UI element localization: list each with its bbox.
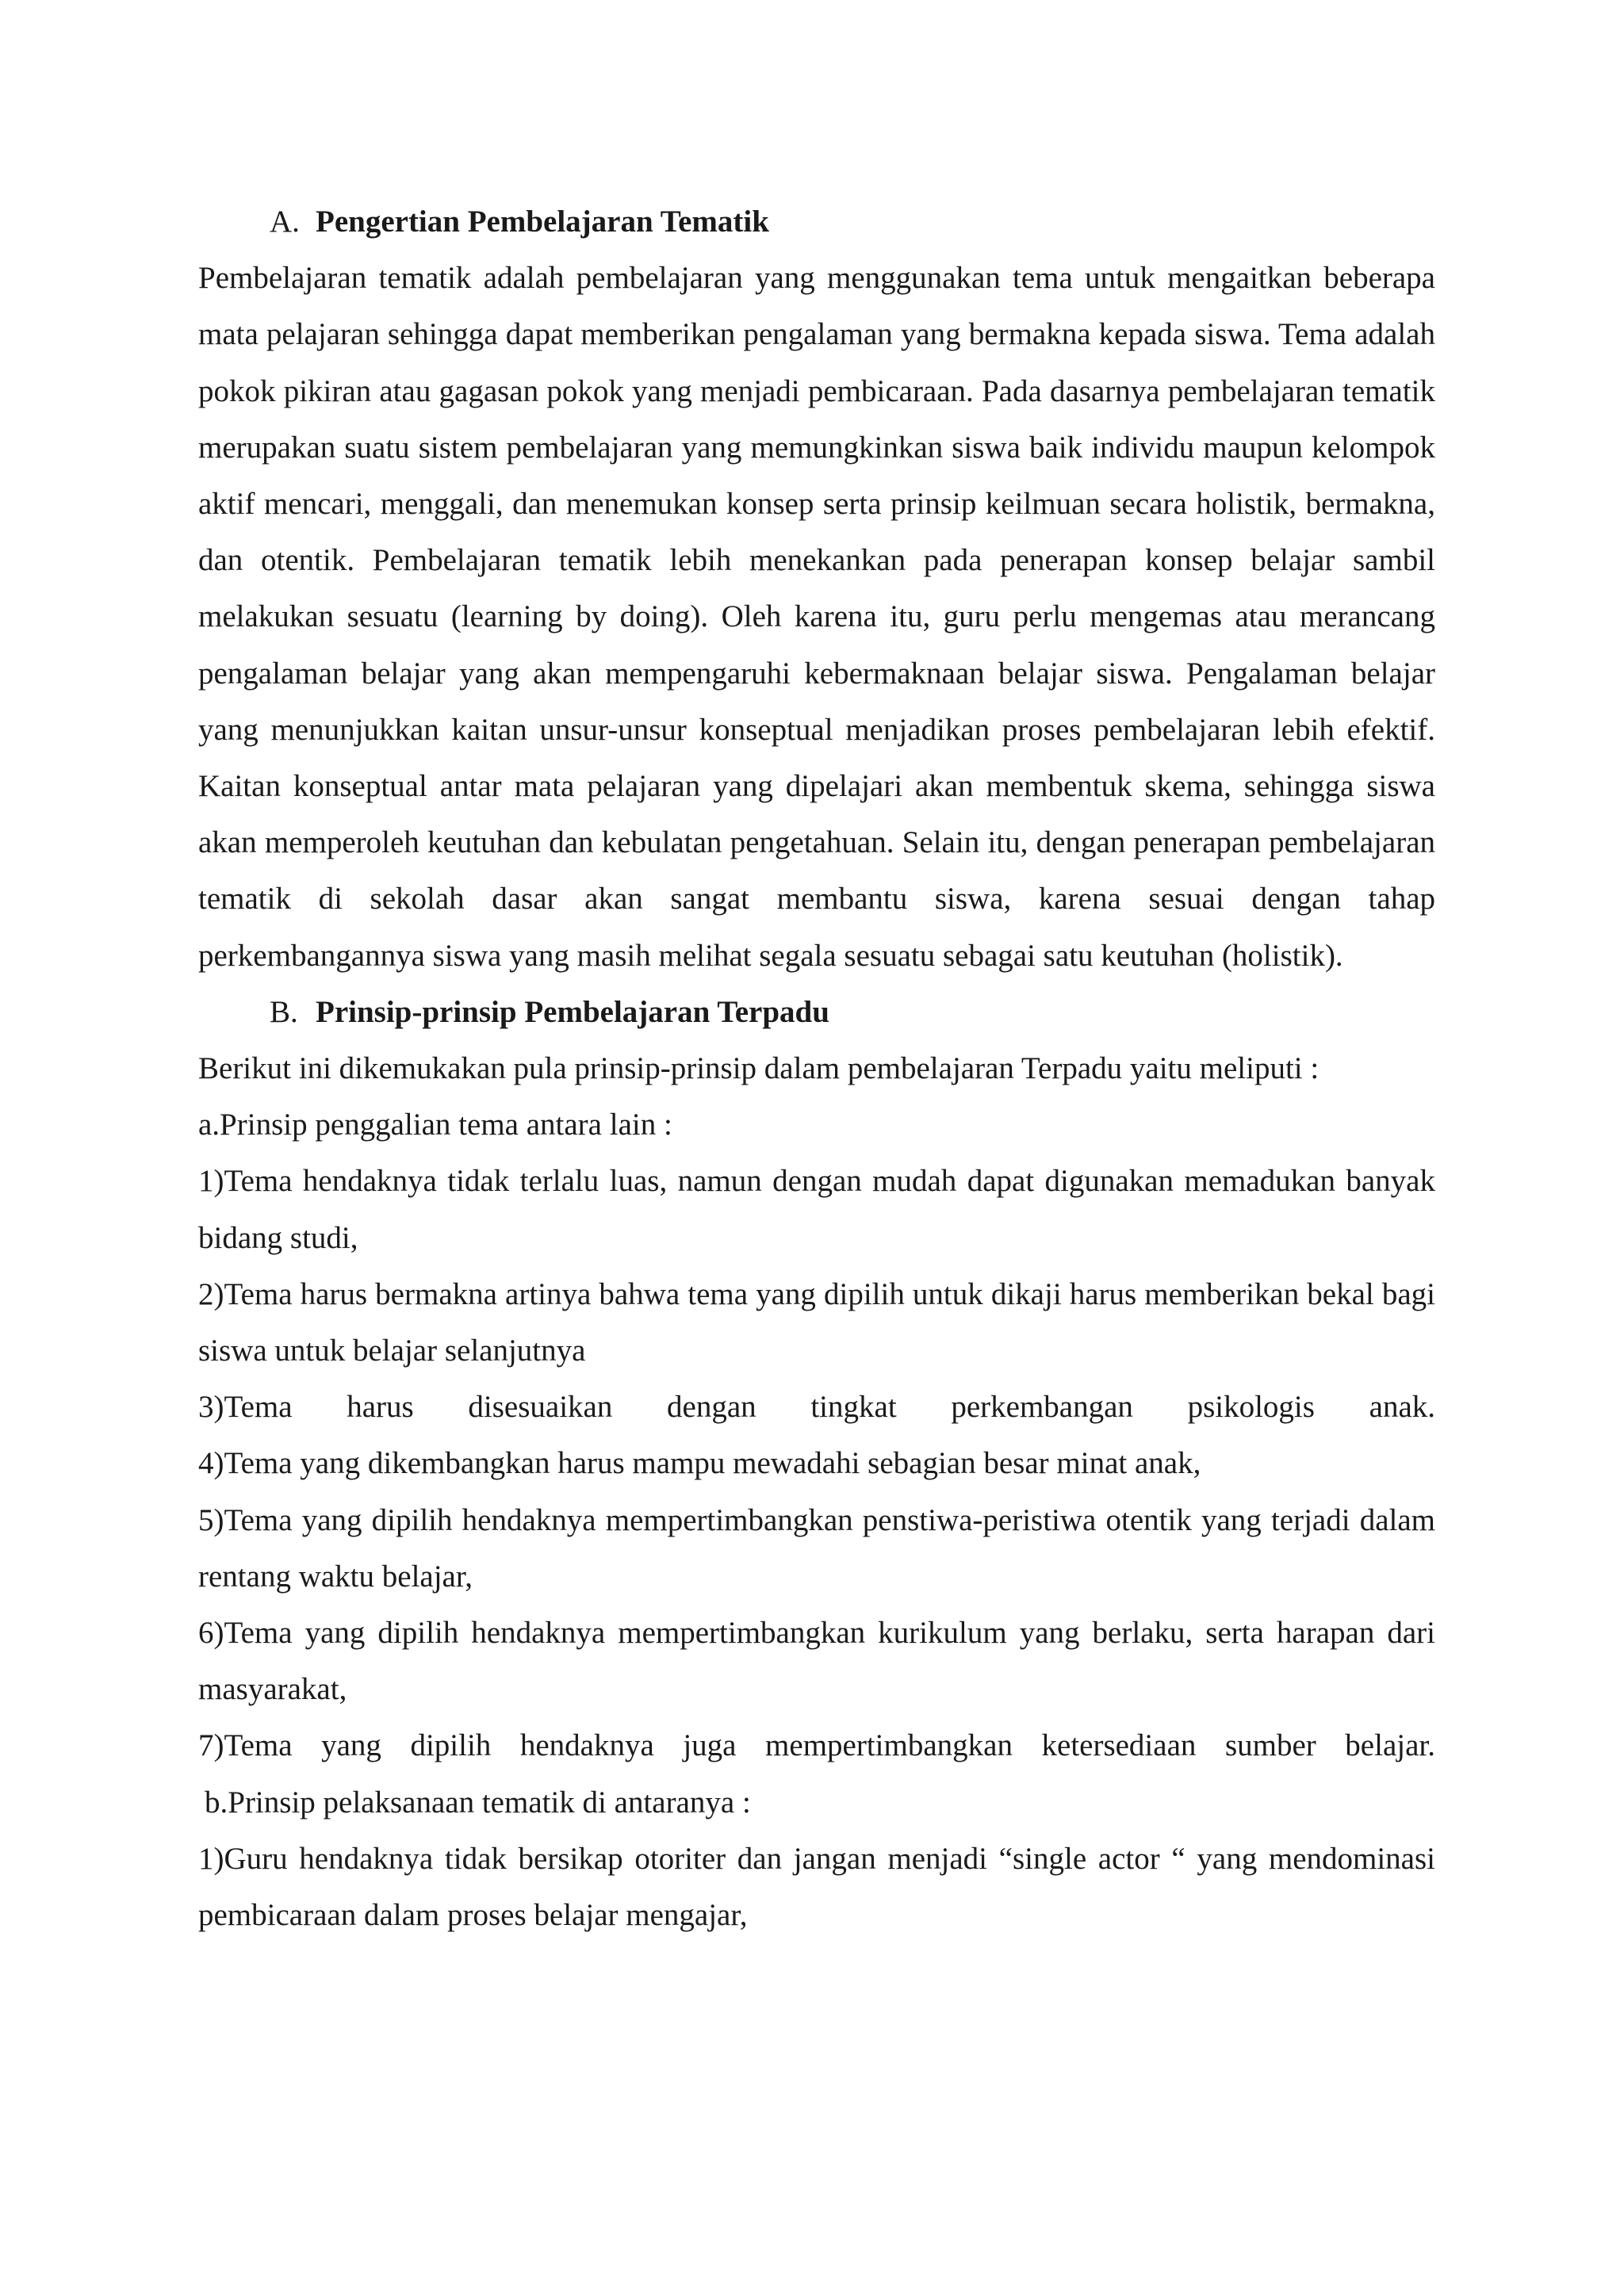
list-item-6: 6)Tema yang dipilih hendaknya mempertimbangkan kurikulum yang berlaku, serta harapan dari masyarakat, [198,1616,1435,1707]
list-item-4: 4)Tema yang dikembangkan harus mampu mewadahi sebagian besar minat anak, [198,1446,1201,1481]
section-a-title: Pengertian Pembelajaran Tematik [316,205,769,239]
sub-heading-a: a.Prinsip penggalian tema antara lain : [198,1108,672,1142]
list-item-5: 5)Tema yang dipilih hendaknya mempertimbangkan penstiwa-peristiwa otentik yang terjadi dalam rentang waktu belajar, [198,1502,1435,1594]
section-a-heading [198,193,1435,250]
sub-heading-b: b.Prinsip pelaksanaan tematik di antaranya : [205,1785,751,1820]
list-item-3: 3)Tema harus disesuaikan dengan tingkat perkembangan psikologis anak. [198,1390,1435,1425]
section-b-heading [198,984,1435,1040]
list-item-b1: 1)Guru hendaknya tidak bersikap otoriter dan jangan menjadi “single actor “ yang mendominasi pembicaraan dalam proses belajar mengajar, [198,1841,1435,1933]
section-b-title: Prinsip-prinsip Pembelajaran Terpadu [316,994,829,1029]
list-item-7: 7)Tema yang dipilih hendaknya juga mempertimbangkan ketersediaan sumber belajar. [198,1728,1435,1763]
list-item-1: 1)Tema hendaknya tidak terlalu luas, namun dengan mudah dapat digunakan memadukan banyak bidang studi, [198,1164,1435,1255]
section-a-paragraph: Pembelajaran tematik adalah pembelajaran yang menggunakan tema untuk mengaitkan beberapa mata pelajaran sehingga dapat memberikan pengalaman yang bermakna kepada siswa. Tema adalah pokok pikiran atau gagasan pokok yang menjadi pembicaraan. Pada dasarnya pembelajaran tematik merupakan suatu sistem pembelajaran yang memungkinkan siswa baik individu maupun kelompok aktif mencari, menggali, dan menemukan konsep serta prinsip keilmuan secara holistik, bermakna, dan otentik. Pembelajaran tematik lebih menekankan pada penerapan konsep belajar sambil melakukan sesuatu (learning by doing). Oleh karena itu, guru perlu mengemas atau merancang pengalaman belajar yang akan mempengaruhi kebermaknaan belajar siswa. Pengalaman belajar yang menunjukkan kaitan unsur-unsur konseptual menjadikan proses pembelajaran lebih efektif. Kaitan konseptual antar mata pelajaran yang dipelajari akan membentuk skema, sehingga siswa akan memperoleh keutuhan dan kebulatan pengetahuan. Selain itu, dengan penerapan pembelajaran tematik di sekolah dasar akan sangat membantu siswa, karena sesuai dengan tahap perkembangannya siswa yang masih melihat segala sesuatu sebagai satu keutuhan (holistik). [198,261,1435,973]
section-b-intro: Berikut ini dikemukakan pula prinsip-prinsip dalam pembelajaran Terpadu yaitu meliputi : [198,1051,1320,1086]
section-b-letter: B. [270,994,298,1029]
list-item-2: 2)Tema harus bermakna artinya bahwa tema yang dipilih untuk dikaji harus memberikan bekal bagi siswa untuk belajar selanjutnya [198,1276,1435,1368]
document-body [198,193,1435,1943]
section-a-letter: A. [270,205,300,239]
